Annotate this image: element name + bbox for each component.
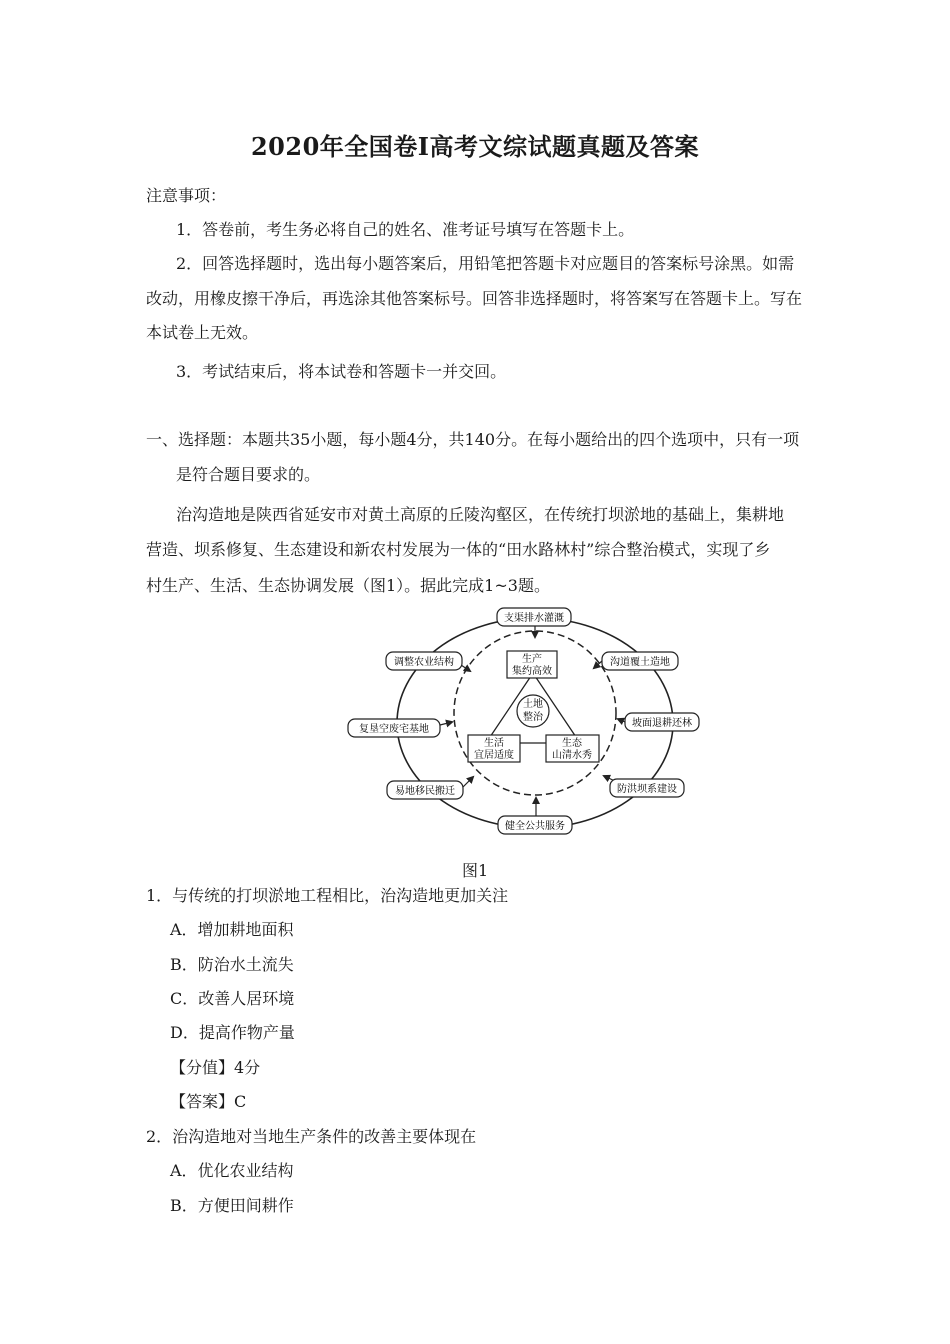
passage-line: 村生产、生活、生态协调发展（图1）。据此完成1~3题。 [146,576,550,595]
option: A．优化农业结构 [170,1161,294,1180]
figure-caption: 图1 [462,861,489,880]
question-stem: 2．治沟造地对当地生产条件的改善主要体现在 [146,1127,477,1146]
outer-right-label: 坡面退耕还林 [632,718,692,729]
notice-item: 2．回答选择题时，选出每小题答案后，用铅笔把答题卡对应题目的答案标号涂黑。如需 [176,254,795,273]
ecology-title: 生态 [562,738,582,749]
outer-bottom-label: 健全公共服务 [505,821,565,832]
notice-item: 1．答卷前，考生务必将自己的姓名、准考证号填写在答题卡上。 [176,220,635,239]
outer-upper-right-label: 沟道覆土造地 [610,657,670,668]
option: B．方便田间耕作 [170,1196,294,1215]
center-label-1: 土地 [523,699,543,710]
notice-heading: 注意事项： [146,186,227,205]
question-stem: 1．与传统的打坝淤地工程相比，治沟造地更加关注 [146,886,509,905]
notice-item: 3．考试结束后，将本试卷和答题卡一并交回。 [176,362,507,381]
outer-left-label: 复垦空废宅基地 [359,724,429,735]
diagram-svg [340,603,706,841]
answer: 【答案】C [170,1092,247,1111]
notice-item: 改动，用橡皮擦干净后，再选涂其他答案标号。回答非选择题时，将答案写在答题卡上。写在 [146,289,803,308]
passage-line: 治沟造地是陕西省延安市对黄土高原的丘陵沟壑区，在传统打坝淤地的基础上，集耕地 [176,505,785,524]
option: C．改善人居环境 [170,989,295,1008]
center-label-2: 整治 [523,712,543,723]
production-title: 生产 [522,654,542,665]
page-title: 2020年全国卷Ⅰ高考文综试题真题及答案 [250,132,700,161]
notice-item: 本试卷上无效。 [146,323,259,342]
section-heading: 一、选择题：本题共35小题，每小题4分，共140分。在每小题给出的四个选项中，只有一项 [146,430,800,449]
section-heading-cont: 是符合题目要求的。 [176,465,321,484]
life-title: 生活 [484,738,504,749]
ecology-sub: 山清水秀 [552,750,592,761]
score: 【分值】4分 [170,1058,261,1077]
outer-upper-left-label: 调整农业结构 [394,657,454,668]
option: D．提高作物产量 [170,1023,295,1042]
life-sub: 宜居适度 [474,750,514,761]
outer-top-label: 支渠排水灌溉 [504,613,564,624]
option: B．防治水土流失 [170,955,294,974]
passage-line: 营造、坝系修复、生态建设和新农村发展为一体的“田水路林村”综合整治模式，实现了乡 [146,540,771,559]
outer-lower-left-label: 易地移民搬迁 [395,786,455,797]
figure-diagram [340,603,706,841]
option: A．增加耕地面积 [170,920,294,939]
production-sub: 集约高效 [512,666,552,677]
outer-lower-right-label: 防洪坝系建设 [617,784,677,795]
